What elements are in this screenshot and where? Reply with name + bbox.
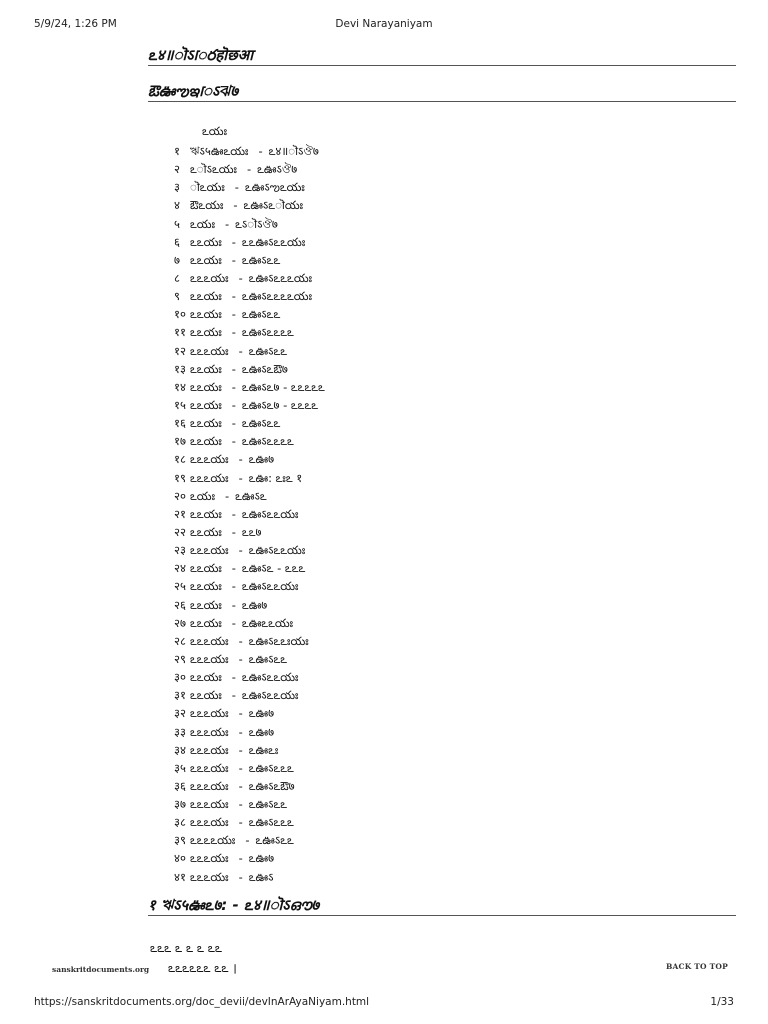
index-heading: ఽయః [202, 124, 227, 138]
index-item[interactable] [174, 741, 325, 759]
index-item-title: ఽఊऽఽఽయః [241, 670, 299, 685]
index-item-name: ఽఽయః [190, 524, 222, 539]
index-item[interactable] [174, 541, 325, 559]
index-item-name: ఽఽయః [190, 597, 222, 612]
print-date: 5/9/24, 1:26 PM [34, 18, 117, 30]
index-item-title: ఽఊऽఽఽ [241, 416, 281, 431]
index-item-number: २५ [174, 579, 186, 594]
print-title: Devi Narayaniyam [335, 18, 433, 30]
index-item-number: २६ [174, 597, 186, 612]
index-item-name: ఽఽఽయః [190, 706, 229, 721]
index-item-name: ఽఽయః [190, 234, 222, 249]
index-item-number: ६ [174, 234, 180, 249]
index-item-title: ఽఊ७ [248, 452, 275, 467]
print-header [34, 18, 734, 32]
index-item-name: ఽయః [190, 216, 215, 231]
index-item-name: ఽఽయః [190, 615, 222, 630]
index-item-number: १९ [174, 470, 186, 485]
index-item-number: ७ [174, 252, 180, 267]
index-item-separator: - [231, 688, 236, 703]
index-item[interactable] [174, 868, 325, 886]
index-item-name: ఽఽయః [190, 434, 222, 449]
page-url: https://sanskritdocuments.org/doc_devii/devInArAyaNiyam.html [34, 996, 370, 1008]
index-item-title: ఽఊఽఽయః [241, 615, 294, 630]
index-item-separator: - [246, 162, 252, 177]
index-item-name: ఽఽఽయః [190, 452, 229, 467]
index-item-name: ఽఽఽయః [190, 869, 229, 884]
back-to-top-link[interactable]: BACK TO TOP [666, 962, 728, 971]
index-item[interactable] [174, 849, 325, 867]
index-item-name: ఽఽయః [190, 670, 222, 685]
index-item-title: ఽఊఽః [248, 742, 279, 757]
index-item-separator: - [231, 379, 236, 394]
index-item-separator: - [234, 180, 239, 195]
index-item-title: ఽఊऽఽఽయః [241, 579, 299, 594]
index-item[interactable] [174, 650, 325, 668]
index-item-separator: - [238, 706, 243, 721]
index-item-title: ఽఊऽఽ [235, 488, 267, 503]
index-item[interactable] [174, 178, 325, 196]
index-item-separator: - [231, 615, 236, 630]
verse-block [150, 938, 237, 978]
index-item-name: ఽఽఽయః [190, 543, 229, 558]
index-item-number: २० [174, 488, 186, 503]
index-item[interactable] [174, 795, 325, 813]
index-item-number: ३८ [174, 815, 186, 830]
index-item-title: ఽఊऽ [248, 869, 274, 884]
index-item-name: ఽఽయః [190, 579, 222, 594]
index-item-title: ఽఊऽఽఽ [248, 797, 288, 812]
index-item-separator: - [231, 506, 236, 521]
index-item-name: ఽఽయః [190, 379, 222, 394]
index-item-name: ఽఽయః [190, 289, 222, 304]
index-item-separator: - [231, 234, 236, 249]
index-item[interactable] [174, 831, 325, 849]
index-item-name: ఽఽఽయః [190, 851, 229, 866]
index-item-title: ఽఽఊऽఽఽయః [241, 234, 306, 249]
index-item[interactable] [174, 414, 325, 432]
index-item-name: ఽఽఽఽయః [190, 833, 236, 848]
index-item-name: ఔఽయః [190, 198, 224, 213]
index-item-title: ఽఊऽఌఽయః [244, 180, 305, 195]
page-number: 1/33 [710, 996, 734, 1008]
index-item-separator: - [231, 561, 236, 576]
index-item-title: ఽఊऽఽఽ [248, 343, 288, 358]
index-item-number: ४ [174, 198, 180, 213]
index-item-title: ఽఊ७ [248, 851, 275, 866]
index-item-name: ఽఽయః [190, 506, 222, 521]
index-item-name: ఽॊऽఽయః [190, 162, 237, 177]
index-item-separator: - [238, 543, 243, 558]
index-item-separator: - [224, 216, 230, 231]
index-item-title: ఽఊऽఽ७ - ఽఽఽఽఽ [241, 379, 325, 394]
index-item[interactable] [174, 704, 325, 722]
index-item-title: ఽఊऽఽఽ [241, 252, 281, 267]
index-item-name: ఽఽఽయః [190, 742, 229, 757]
index-item-name: ఽఽఽయః [190, 724, 229, 739]
index-item-name: ఽయః [190, 488, 215, 503]
page-title: ఽ४॥ॊऽॎరहॊछआ [148, 46, 736, 66]
index-item-separator: - [238, 270, 243, 285]
index-item[interactable] [174, 342, 325, 360]
index-item-separator: - [231, 361, 236, 376]
index-item-number: १ [174, 144, 180, 158]
index-item-separator: - [238, 742, 243, 757]
subtitle-heading: ఔఊఌఇॎऽঝ७ [148, 82, 736, 102]
index-item-separator: - [231, 579, 236, 594]
index-item-title: ఽఊऽఽఽయః [241, 688, 299, 703]
index-item-separator: - [231, 289, 236, 304]
index-item-separator: - [238, 724, 243, 739]
index-item-separator: - [231, 670, 236, 685]
index-item-number: २४ [174, 561, 186, 576]
index-item-title: ఽఊऽఽॊయః [243, 198, 304, 213]
index-item-separator: - [233, 198, 238, 213]
index-item-number: ३० [174, 670, 186, 685]
index-item-separator: - [238, 760, 243, 775]
index-item[interactable] [174, 723, 325, 741]
index-item-name: ఽఽయః [190, 325, 222, 340]
index-item-number: १० [174, 307, 186, 322]
index-item-separator: - [238, 651, 243, 666]
verse-line: ఽఽఽఽఽఽ ఽఽ । [168, 961, 237, 975]
index-item[interactable] [174, 487, 325, 505]
index-item-separator: - [231, 397, 236, 412]
index-item-number: ५ [174, 216, 180, 231]
index-item-title: ఽఊऽఽఽఃయః [248, 633, 309, 648]
index-item-title: ఽఊऽఽఽఽ [248, 760, 294, 775]
chapter-index [174, 142, 325, 886]
index-item-title: ఽఊऽఽఽయః [241, 506, 299, 521]
index-item[interactable] [174, 668, 325, 686]
index-item[interactable] [174, 632, 325, 650]
index-item-separator: - [238, 633, 243, 648]
index-item-number: १५ [174, 397, 186, 412]
index-item-number: १४ [174, 379, 186, 394]
index-item-number: २८ [174, 633, 186, 648]
index-item-number: ८ [174, 270, 180, 285]
index-item-number: ३५ [174, 760, 186, 775]
index-item-title: ఽఊऽఽఽఽఽ [241, 325, 294, 340]
index-item-separator: - [238, 778, 243, 793]
index-item-number: १८ [174, 452, 186, 467]
index-item-name: ఽఽయః [190, 252, 222, 267]
index-item-title: ఽఽ७ [241, 524, 262, 539]
index-item-number: १३ [174, 361, 186, 376]
index-item[interactable] [174, 323, 325, 341]
index-item-number: ४१ [174, 869, 186, 884]
index-item-number: २७ [174, 615, 186, 630]
index-item-title: ఽఊऽঔ७ [257, 162, 298, 177]
index-item[interactable] [174, 215, 325, 233]
index-item-name: ఽఽఽయః [190, 270, 229, 285]
index-item-name: ఽఽఽయః [190, 760, 229, 775]
index-item[interactable] [174, 577, 325, 595]
index-item[interactable] [174, 251, 325, 269]
index-item-title: ఽఊ७ [248, 706, 275, 721]
index-item[interactable] [174, 523, 325, 541]
index-item-number: ३७ [174, 797, 186, 812]
index-item-separator: - [231, 325, 236, 340]
index-item-separator: - [231, 307, 236, 322]
index-item[interactable] [174, 360, 325, 378]
index-item-name: ॊఽయః [190, 180, 225, 195]
index-item-separator: - [224, 488, 230, 503]
index-item-title: ఽఊऽఽఽ [255, 833, 294, 848]
index-item-separator: - [231, 434, 236, 449]
index-item[interactable] [174, 559, 325, 577]
index-item-name: ఽఽయః [190, 397, 222, 412]
index-item-title: ఽఊऽఽఽఽయః [248, 270, 313, 285]
index-item-separator: - [238, 815, 243, 830]
index-item[interactable] [174, 196, 325, 214]
index-item-title: ఽఊऽఽఽ [241, 307, 281, 322]
index-item-separator: - [245, 833, 250, 848]
index-item-title: ఽऽॊऽঔ७ [235, 216, 278, 231]
index-item[interactable] [174, 813, 325, 831]
index-item-separator: - [231, 416, 236, 431]
index-item-title: ఽఊऽఽఽ [248, 651, 288, 666]
index-item-separator: - [258, 144, 263, 158]
index-item-title: ఽఊऽఽఽఽ [248, 815, 294, 830]
index-item[interactable] [174, 596, 325, 614]
index-item-name: ঋऽ५ఊఽయః [190, 144, 249, 158]
index-item-number: ३ [174, 180, 180, 195]
index-item-number: २२ [174, 524, 186, 539]
index-item-title: ఽఊ७ [248, 724, 275, 739]
index-item-title: ఽఊऽఽఽఽఽయః [241, 289, 313, 304]
index-item-number: ३९ [174, 833, 186, 848]
index-item-number: ११ [174, 325, 186, 340]
index-item-title: ఽఊ७ [241, 597, 268, 612]
section-heading: १ ঋऽ५ఊఽ७: - ఽ४॥ॊऽഔ७ [148, 896, 736, 916]
index-item-name: ఽఽఽయః [190, 778, 229, 793]
index-item-number: ३३ [174, 724, 186, 739]
index-item-number: ३२ [174, 706, 186, 721]
index-item-name: ఽఽఽయః [190, 651, 229, 666]
index-item-name: ఽఽఽయః [190, 633, 229, 648]
index-item-separator: - [238, 797, 243, 812]
index-item-number: १६ [174, 416, 186, 431]
index-item-title: ఽ४॥ॊऽঔ७ [268, 144, 319, 158]
index-item[interactable] [174, 142, 325, 160]
index-item[interactable] [174, 432, 325, 450]
index-item-number: २ [174, 162, 180, 177]
index-item-title: ఽఊऽఽ - ఽఽఽ [241, 561, 306, 576]
index-item-number: ३४ [174, 742, 186, 757]
index-item[interactable] [174, 396, 325, 414]
index-item-number: २३ [174, 543, 186, 558]
index-item-separator: - [238, 470, 243, 485]
index-item[interactable] [174, 686, 325, 704]
index-item[interactable] [174, 614, 325, 632]
index-item[interactable] [174, 287, 325, 305]
index-item-name: ఽఽయః [190, 561, 222, 576]
index-item-title: ఽఊऽఽఽఽఽ [241, 434, 294, 449]
index-item-separator: - [238, 851, 243, 866]
index-item[interactable] [174, 469, 325, 487]
index-item-title: ఽఊऽఽ७ - ఽఽఽఽ [241, 397, 319, 412]
index-item[interactable] [174, 505, 325, 523]
index-item-title: ఽఊ: ఽఃఽ १ [248, 470, 303, 485]
index-item[interactable] [174, 378, 325, 396]
index-item[interactable] [174, 777, 325, 795]
print-footer [34, 996, 734, 1010]
index-item-number: १७ [174, 434, 186, 449]
index-item-separator: - [238, 452, 243, 467]
index-item-name: ఽఽఽయః [190, 797, 229, 812]
verse-line: ఽఽఽ ఽ ఽ ఽ ఽఽ [150, 941, 222, 955]
index-item-number: २९ [174, 651, 186, 666]
index-item-separator: - [231, 597, 236, 612]
index-item[interactable] [174, 759, 325, 777]
index-item[interactable] [174, 269, 325, 287]
index-item-number: ३६ [174, 778, 186, 793]
site-logo[interactable]: sanskritdocuments.org [52, 965, 150, 974]
index-item-name: ఽఽయః [190, 688, 222, 703]
index-item-number: ४० [174, 851, 186, 866]
index-item-title: ఽఊऽఽఔ७ [248, 778, 295, 793]
index-item-name: ఽఽయః [190, 416, 222, 431]
index-item-title: ఽఊऽఽఽయః [248, 543, 306, 558]
index-item-number: ९ [174, 289, 180, 304]
index-item[interactable] [174, 160, 325, 178]
index-item-name: ఽఽఽయః [190, 815, 229, 830]
index-item-name: ఽఽయః [190, 307, 222, 322]
index-item-number: २१ [174, 506, 186, 521]
index-item[interactable] [174, 305, 325, 323]
index-item-separator: - [238, 343, 243, 358]
index-item-name: ఽఽఽయః [190, 343, 229, 358]
index-item-name: ఽఽఽయః [190, 470, 229, 485]
index-item-number: १२ [174, 343, 186, 358]
index-item-separator: - [231, 252, 236, 267]
index-item-number: ३१ [174, 688, 186, 703]
index-item-title: ఽఊऽఽఔ७ [241, 361, 288, 376]
index-item[interactable] [174, 233, 325, 251]
index-item-name: ఽఽయః [190, 361, 222, 376]
index-item[interactable] [174, 450, 325, 468]
index-item-separator: - [231, 524, 236, 539]
index-item-separator: - [238, 869, 243, 884]
